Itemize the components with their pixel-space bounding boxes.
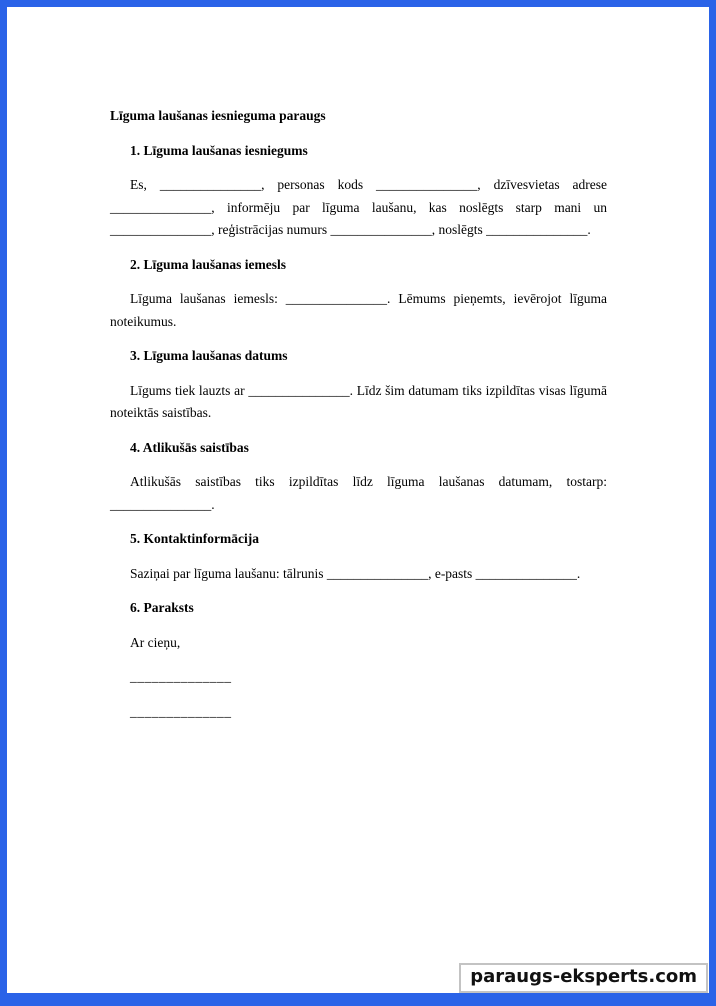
watermark-text: paraugs-eksperts.com (470, 966, 697, 987)
section-2-heading: 2. Līguma laušanas iemesls (130, 256, 287, 272)
section-1-paragraph: Es, _______________, personas kods _______________, dzīvesvietas adrese _______________, informēju par līguma laušanu, kas noslēgts starp mani un _______________, reģistrācijas numurs _______________, noslēgts _______________. (110, 177, 607, 237)
section-4-paragraph: Atlikušās saistības tiks izpildītas līdz līguma laušanas datumam, tostarp: _______________. (110, 474, 607, 512)
section-3-paragraph: Līgums tiek lauzts ar _______________. Līdz šim datumam tiks izpildītas visas līgumā noteiktās saistības. (110, 382, 607, 420)
section-1-heading: 1. Līguma laušanas iesniegums (130, 142, 308, 158)
watermark-badge (459, 963, 708, 993)
section-6-heading: 6. Paraksts (130, 600, 194, 615)
signature-line-2: ______________ (130, 703, 232, 719)
section-5-heading: 5. Kontaktinformācija (130, 531, 259, 546)
signature-line-1: ______________ (130, 669, 232, 684)
document-page (7, 7, 709, 735)
section-2-paragraph: Līguma laušanas iemesls: _______________. Lēmums pieņemts, ievērojot līguma noteikumus. (110, 291, 607, 329)
document-title: Līguma laušanas iesnieguma paraugs (110, 108, 326, 123)
closing-salutation: Ar cieņu, (130, 634, 181, 650)
section-4-heading: 4. Atlikušās saistības (130, 439, 249, 455)
section-3-heading: 3. Līguma laušanas datums (130, 348, 288, 363)
section-5-paragraph: Saziņai par līguma laušanu: tālrunis _______________, e-pasts _______________. (130, 565, 581, 581)
